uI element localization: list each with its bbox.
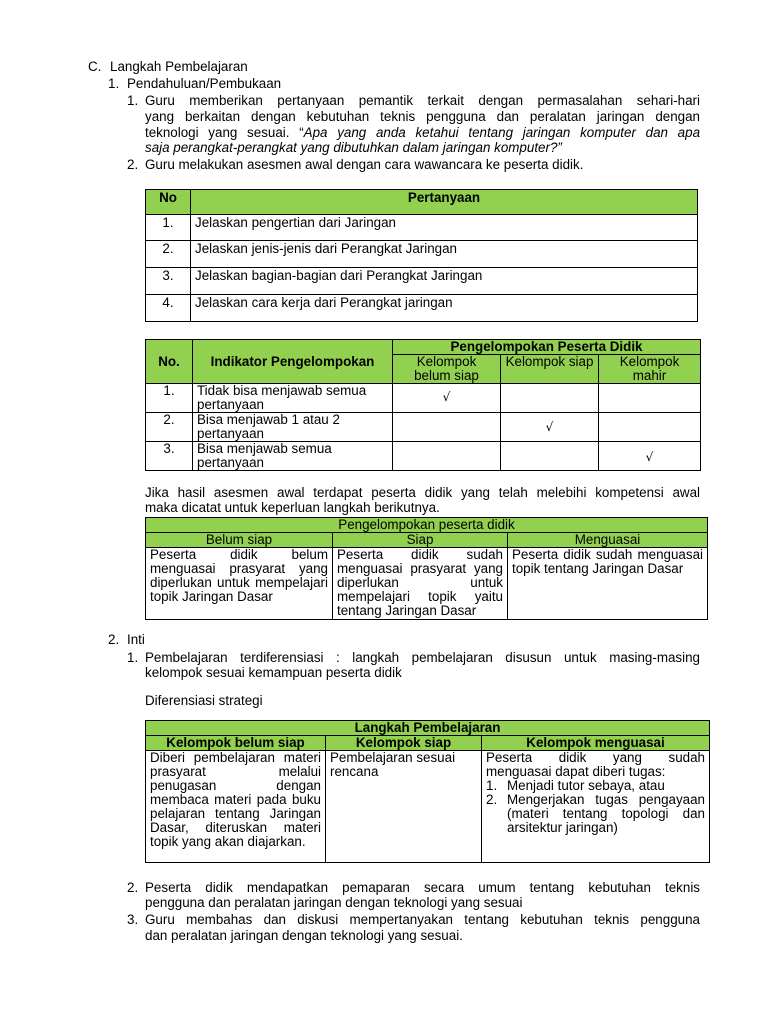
steps-cell-siap: Pembelajaran sesuai rencana <box>326 751 482 863</box>
part1-item2-number: 2. <box>127 157 139 172</box>
steps-table <box>145 720 710 863</box>
part1-number: 1. <box>108 76 120 91</box>
grouping-sub-mahir: Kelompok mahir <box>599 355 701 384</box>
table-row <box>146 215 698 241</box>
note-line2: maka dicatat untuk keperluan langkah berikutnya. <box>145 500 440 515</box>
empty-cell <box>393 413 501 442</box>
row-number: 2. <box>146 241 191 268</box>
grouping-sub-siap: Kelompok siap <box>501 355 599 384</box>
table-row <box>146 442 701 471</box>
part2-item3-line2: dan peralatan jaringan dengan teknologi yang sesuai. <box>145 928 463 943</box>
grouping-header-no: No. <box>146 340 193 384</box>
part1-item1-line4: saja perangkat-perangkat yang dibutuhkan dalam jaringan komputer?” <box>145 140 562 155</box>
row-number: 2. <box>146 413 193 442</box>
part2-title: Inti <box>127 632 145 647</box>
summary-header-siap: Siap <box>333 533 508 548</box>
grouping-header-indicator: Indikator Pengelompokan <box>193 340 393 384</box>
question-text: Jelaskan cara kerja dari Perangkat jaringan <box>191 295 698 322</box>
empty-cell <box>599 413 701 442</box>
empty-cell <box>599 384 701 413</box>
indicator-text: Bisa menjawab 1 atau 2 pertanyaan <box>193 413 393 442</box>
part1-item1-line3 <box>145 125 700 140</box>
part2-item2-line1: Peserta didik mendapatkan pemaparan secara umum tentang kebutuhan teknis <box>145 880 700 895</box>
empty-cell <box>393 442 501 471</box>
part2-item1-number: 1. <box>127 650 139 665</box>
table-row <box>146 268 698 295</box>
summary-table <box>145 517 708 620</box>
question-table <box>145 189 698 322</box>
row-number: 1. <box>146 215 191 241</box>
steps-header-belum-siap: Kelompok belum siap <box>146 736 326 751</box>
steps-header-menguasai: Kelompok menguasai <box>482 736 710 751</box>
row-number: 3. <box>146 442 193 471</box>
steps-cell-menguasai <box>482 751 710 863</box>
table-row <box>146 241 698 268</box>
list-number: 2. <box>486 792 498 807</box>
part2-item2-number: 2. <box>127 880 139 895</box>
empty-cell <box>501 442 599 471</box>
summary-cell-belum-siap: Peserta didik belum menguasai prasyarat yang diperlukan untuk mempelajari topik Jaringan Dasar <box>146 548 333 620</box>
part1-item1-line1: Guru memberikan pertanyaan pemantik terkait dengan permasalahan sehari-hari <box>145 93 700 108</box>
summary-cell-menguasai: Peserta didik sudah menguasai topik tentang Jaringan Dasar <box>508 548 708 620</box>
table-row <box>146 295 698 322</box>
summary-header-belum-siap: Belum siap <box>146 533 333 548</box>
grouping-table <box>145 339 701 471</box>
question-table-header-no: No <box>146 190 191 215</box>
indicator-text: Tidak bisa menjawab semua pertanyaan <box>193 384 393 413</box>
part2-item2-line2: pengguna dan peralatan jaringan dengan teknologi yang sesuai <box>145 895 523 910</box>
part1-item1-line3-italic: Apa yang anda ketahui tentang jaringan komputer dan apa <box>303 125 701 140</box>
part2-item3-line1: Guru membahas dan diskusi mempertanyakan tentang kebutuhan teknis pengguna <box>145 912 700 927</box>
check-mark: √ <box>501 413 599 442</box>
question-text: Jelaskan bagian-bagian dari Perangkat Jaringan <box>191 268 698 295</box>
steps-header-siap: Kelompok siap <box>326 736 482 751</box>
part2-number: 2. <box>108 632 120 647</box>
row-number: 4. <box>146 295 191 322</box>
table-row <box>146 413 701 442</box>
question-text: Jelaskan jenis-jenis dari Perangkat Jaringan <box>191 241 698 268</box>
steps-title: Langkah Pembelajaran <box>146 721 710 736</box>
list-item <box>486 793 705 835</box>
question-table-header-question: Pertanyaan <box>191 190 698 215</box>
steps-cell-menguasai-intro: Peserta didik yang sudah menguasai dapat diberi tugas: <box>486 750 705 779</box>
row-number: 3. <box>146 268 191 295</box>
table-row <box>146 751 710 863</box>
indicator-text: Bisa menjawab semua pertanyaan <box>193 442 393 471</box>
part1-item1-number: 1. <box>127 93 139 108</box>
summary-cell-siap: Peserta didik sudah menguasai prasyarat yang diperlukan untuk mempelajari topik yaitu tentang Jaringan Dasar <box>333 548 508 620</box>
grouping-sub-belum-siap: Kelompok belum siap <box>393 355 501 384</box>
part1-item2-text: Guru melakukan asesmen awal dengan cara wawancara ke peserta didik. <box>145 157 584 172</box>
task-list <box>486 779 705 835</box>
list-number: 1. <box>486 778 498 793</box>
part1-item1-line2: yang berkaitan dengan kebutuhan teknis pengguna dan peralatan jaringan dengan <box>145 109 700 124</box>
summary-title: Pengelompokan peserta didik <box>146 518 708 533</box>
section-title: Langkah Pembelajaran <box>110 59 248 74</box>
note-line1: Jika hasil asesmen awal terdapat peserta didik yang telah melebihi kompetensi awal <box>145 485 700 500</box>
list-text: Mengerjakan tugas pengayaan (materi tentang topologi dan arsitektur jaringan) <box>507 792 705 835</box>
summary-header-menguasai: Menguasai <box>508 533 708 548</box>
list-item <box>486 779 705 793</box>
part1-title: Pendahuluan/Pembukaan <box>127 76 282 91</box>
row-number: 1. <box>146 384 193 413</box>
check-mark: √ <box>393 384 501 413</box>
differentiation-label: Diferensiasi strategi <box>145 693 263 708</box>
part1-item1-line3-plain: teknologi yang sesuai. “ <box>145 125 304 140</box>
section-letter: C. <box>88 59 102 74</box>
grouping-header-group: Pengelompokan Peserta Didik <box>393 340 701 355</box>
part2-item1-line2: kelompok sesuai kemampuan peserta didik <box>145 665 402 680</box>
question-text: Jelaskan pengertian dari Jaringan <box>191 215 698 241</box>
part2-item3-number: 3. <box>127 912 139 927</box>
empty-cell <box>501 384 599 413</box>
part2-item1-line1: Pembelajaran terdiferensiasi : langkah pembelajaran disusun untuk masing-masing <box>145 650 700 665</box>
list-text: Menjadi tutor sebaya, atau <box>507 778 665 793</box>
steps-cell-belum-siap: Diberi pembelajaran materi prasyarat melalui penugasan dengan membaca materi pada buku pelajaran tentang Jaringan Dasar, diteruskan materi topik yang akan diajarkan. <box>146 751 326 863</box>
table-row <box>146 384 701 413</box>
check-mark: √ <box>599 442 701 471</box>
table-row <box>146 548 708 620</box>
